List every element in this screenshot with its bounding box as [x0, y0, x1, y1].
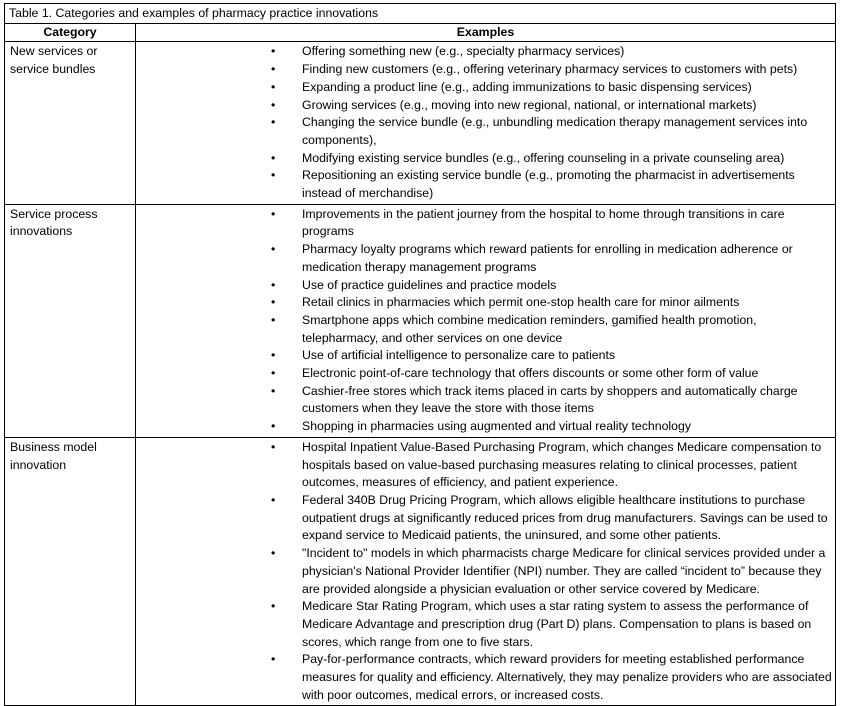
- category-cell: Business model innovation: [5, 437, 136, 706]
- caption-row: [5, 4, 836, 24]
- table-row: [5, 42, 836, 204]
- column-header-category: Category: [5, 23, 136, 42]
- examples-cell: [136, 437, 836, 706]
- column-header-examples: Examples: [136, 23, 836, 42]
- list-item: • Modifying existing service bundles (e.g., offering counseling in a private counseling area): [136, 150, 833, 168]
- list-item: • "Incident to" models in which pharmacists charge Medicare for clinical services provided under a physician's National Provider Identifier (NPI) number. They are called “incident to” because they are provided alongside a physician evaluation or other service covered by Medicare.: [136, 545, 833, 598]
- table-caption: Table 1. Categories and examples of pharmacy practice innovations: [5, 4, 836, 24]
- list-item: • Cashier-free stores which track items placed in carts by shoppers and automatically charge customers when they leave the store with those items: [136, 383, 833, 418]
- list-item: • Growing services (e.g., moving into new regional, national, or international markets): [136, 97, 833, 115]
- list-item: • Finding new customers (e.g., offering veterinary pharmacy services to customers with pets): [136, 61, 833, 79]
- examples-list: [136, 43, 833, 202]
- examples-cell: [136, 42, 836, 204]
- list-item: • Expanding a product line (e.g., adding immunizations to basic dispensing services): [136, 79, 833, 97]
- list-item: • Retail clinics in pharmacies which permit one-stop health care for minor ailments: [136, 294, 833, 312]
- list-item: • Use of artificial intelligence to personalize care to patients: [136, 347, 833, 365]
- list-item: • Shopping in pharmacies using augmented and virtual reality technology: [136, 418, 833, 436]
- list-item: • Pharmacy loyalty programs which reward patients for enrolling in medication adherence or medication therapy management programs: [136, 241, 833, 276]
- examples-list: [136, 206, 833, 436]
- innovations-table-container: [4, 3, 836, 706]
- category-cell: New services or service bundles: [5, 42, 136, 204]
- list-item: • Changing the service bundle (e.g., unbundling medication therapy management services into components),: [136, 114, 833, 149]
- list-item: • Hospital Inpatient Value-Based Purchasing Program, which changes Medicare compensation to hospitals based on value-based purchasing measures relating to clinical processes, patient outcomes, measures of efficiency, and patient experience.: [136, 439, 833, 492]
- list-item: • Smartphone apps which combine medication reminders, gamified health promotion, telepharmacy, and other services on one device: [136, 312, 833, 347]
- examples-cell: [136, 204, 836, 437]
- innovations-table: [4, 3, 836, 706]
- examples-list: [136, 439, 833, 705]
- list-item: • Pay-for-performance contracts, which reward providers for meeting established performance measures for quality and efficiency. Alternatively, they may penalize providers who are associated with poor outcomes, medical errors, or increased costs.: [136, 651, 833, 704]
- list-item: • Electronic point-of-care technology that offers discounts or some other form of value: [136, 365, 833, 383]
- list-item: • Repositioning an existing service bundle (e.g., promoting the pharmacist in advertisements instead of merchandise): [136, 167, 833, 202]
- header-row: [5, 23, 836, 42]
- list-item: • Offering something new (e.g., specialty pharmacy services): [136, 43, 833, 61]
- table-row: [5, 437, 836, 706]
- category-cell: Service process innovations: [5, 204, 136, 437]
- table-row: [5, 204, 836, 437]
- list-item: • Improvements in the patient journey from the hospital to home through transitions in care programs: [136, 206, 833, 241]
- list-item: • Medicare Star Rating Program, which uses a star rating system to assess the performance of Medicare Advantage and prescription drug (Part D) plans. Compensation to plans is based on scores, which range from one to five stars.: [136, 598, 833, 651]
- list-item: • Use of practice guidelines and practice models: [136, 277, 833, 295]
- list-item: • Federal 340B Drug Pricing Program, which allows eligible healthcare institutions to purchase outpatient drugs at significantly reduced prices from drug manufacturers. Savings can be used to expand service to Medicaid patients, the uninsured, and some other patients.: [136, 492, 833, 545]
